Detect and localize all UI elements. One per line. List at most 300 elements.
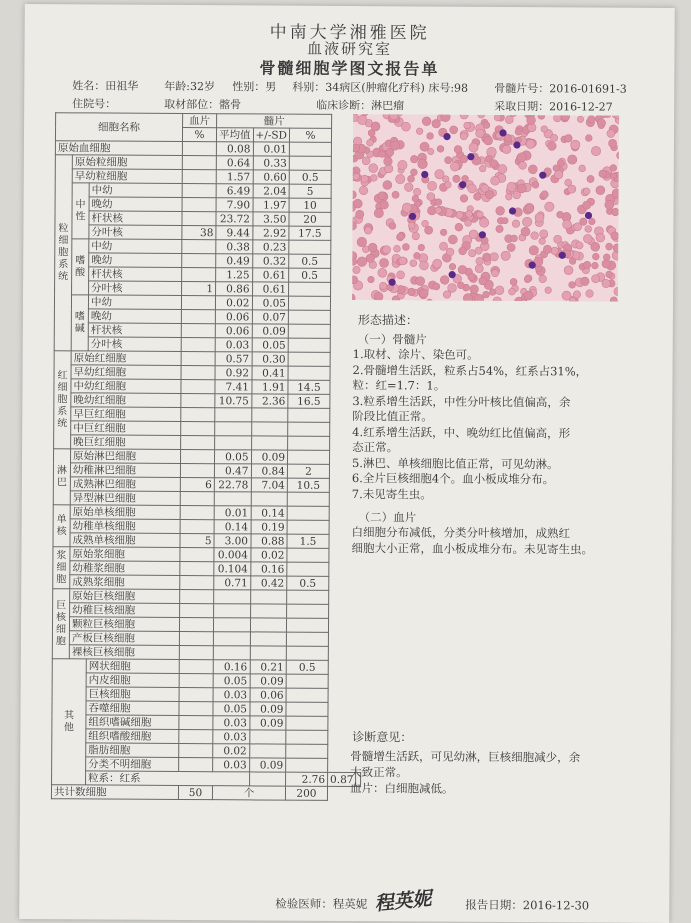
marrow-pct: 10 [289,198,331,212]
red-cell [445,157,452,164]
total-unit: 个 [212,786,285,800]
group-erythro: 红 细 胞 系 统 [54,351,72,449]
blood-pct [181,407,215,421]
red-cell [505,116,513,124]
marrow-pct [286,730,328,744]
cell-name: 分叶核 [89,225,182,240]
blood-pct [180,505,214,519]
nucleated-cell [479,231,486,238]
marrow-mean: 1.25 [216,268,253,282]
report-date: 报告日期：2016-12-30 [465,897,590,913]
marrow-description-line: 态正常。 [352,440,399,455]
red-cell [529,246,538,255]
blood-pct [180,491,214,505]
group-neutro: 中 性 [72,183,89,239]
diagnosis-heading: 诊断意见： [352,730,413,745]
red-cell [401,122,410,131]
group-mega: 巨 核 细 胞 [52,589,69,659]
red-cell [408,222,415,229]
red-cell [528,165,537,174]
hospital-name: 中南大学湘雅医院 [269,22,430,44]
marrow-sd: 2.04 [253,184,290,198]
red-cell [565,135,573,143]
cell-name: 幼稚浆细胞 [70,561,180,576]
marrow-pct [287,450,329,464]
blood-pct [182,183,216,197]
cell-name: 中幼 [89,239,182,254]
red-cell [440,229,447,236]
cell-name: 杆状核 [89,267,182,282]
red-cell [408,175,415,182]
group-lympho: 淋 巴 [53,449,70,505]
marrow-pct [286,646,328,660]
marrow-pct: 10.5 [287,478,329,492]
marrow-sd: 0.33 [253,156,290,170]
diagnosis-line: 大致正常。 [350,765,408,780]
cell-name: 吞噬细胞 [86,701,179,716]
marrow-pct [287,590,329,604]
red-cell [416,128,423,135]
red-cell [507,182,516,191]
red-cell [586,290,594,298]
red-cell [591,146,600,155]
marrow-pct [286,674,328,688]
marrow-sd: 0.07 [252,310,289,324]
blood-pct [179,687,213,701]
marrow-description-line: 5.淋巴、单核细胞比值正常，可见幼淋。 [351,455,559,471]
marrow-description-line: 1.取材、涂片、染色可。 [352,347,479,362]
red-cell [491,176,500,185]
red-cell [591,242,600,251]
red-cell [502,145,511,154]
ratio-mean: 2.76 [286,772,328,786]
red-cell [521,227,530,236]
cell-name: 成熟浆细胞 [70,575,180,590]
blood-pct [181,365,215,379]
red-cell [419,289,428,298]
marrow-pct [288,436,330,450]
marrow-pct [288,310,330,324]
marrow-pct [286,632,328,646]
marrow-sd [251,436,288,450]
nucleated-cell [421,171,428,178]
patient-sex: 性别：男 [232,80,277,94]
marrow-description-line: 3.粒系增生活跃，中性分叶核比值偏高，余 [352,393,571,409]
marrow-pct [289,142,331,156]
marrow-sd: 0.14 [251,506,288,520]
red-cell [507,243,515,251]
marrow-description-line: 阶段比值正常。 [352,409,433,424]
red-cell [585,135,592,142]
red-cell [419,261,428,270]
marrow-mean: 0.06 [215,310,252,324]
blood-pct [180,463,214,477]
cell-name: 裸核巨核细胞 [69,645,179,660]
red-cell [576,242,583,249]
marrow-pct: 5 [289,184,331,198]
marrow-sd [251,422,288,436]
blood-description-line: 白细胞分布减低，分类分叶核增加，成熟红 [351,525,571,541]
cell-name: 原始巨核细胞 [70,589,180,604]
red-cell [432,119,441,128]
cell-name: 早幼粒细胞 [72,169,182,184]
red-cell [427,193,435,201]
red-cell [596,186,605,195]
red-cell [483,291,490,298]
red-cell [435,170,444,179]
red-cell [404,183,413,192]
red-cell [380,201,388,209]
marrow-mean [215,436,252,450]
marrow-number: 骨髓片号：2016-01691-3 [494,81,627,96]
red-cell [397,233,404,240]
red-cell [439,242,447,250]
marrow-mean: 0.104 [214,562,251,576]
marrow-sd [250,590,287,604]
marrow-pct: 17.5 [289,226,331,240]
red-cell [445,181,452,188]
diagnosis-line: 骨髓增生活跃，可见幼淋，巨核细胞减少，余 [350,749,581,765]
red-cell [459,247,467,255]
marrow-pct [288,296,330,310]
ratio-blank [249,772,286,786]
red-cell [449,263,456,270]
marrow-sd: 0.21 [250,660,287,674]
red-cell [384,157,393,166]
nucleated-cell [499,129,506,136]
col-sd: +/-SD [253,128,290,142]
marrow-sd: 0.09 [251,450,288,464]
cell-name: 原始血细胞 [55,141,182,156]
marrow-mean: 23.72 [216,212,253,226]
marrow-sd [250,632,287,646]
blood-pct [179,729,213,743]
marrow-sd: 7.04 [251,478,288,492]
red-cell [541,191,548,198]
marrow-pct [288,366,330,380]
red-cell [496,225,503,232]
cell-name: 分叶核 [89,281,182,296]
marrow-mean: 0.92 [215,366,252,380]
marrow-sd: 0.23 [252,240,289,254]
nucleated-cell [539,172,546,179]
blood-pct [181,379,215,393]
table-header [56,113,365,129]
marrow-sd: 0.05 [252,296,289,310]
blood-pct [181,323,215,337]
red-cell [607,129,615,137]
cell-name: 原始浆细胞 [70,547,180,562]
marrow-description-line: 4.红系增生活跃，中、晚幼红比值偏高，形 [352,424,571,440]
collect-date: 采取日期：2016-12-27 [494,99,613,114]
cell-count-table [51,112,366,801]
red-cell [541,126,548,133]
red-cell [460,155,468,163]
red-cell [517,153,526,162]
red-cell [470,285,479,294]
red-cell [357,257,367,267]
blood-pct [181,421,215,435]
red-cell [579,165,586,172]
cell-name: 组织嗜碱细胞 [86,715,179,730]
blood-pct [182,197,216,211]
blood-pct: 6 [180,477,214,491]
blood-description-line: 细胞大小正常，血小板成堆分布。未见寄生虫。 [351,541,594,557]
cell-name: 分类不明细胞 [86,757,179,772]
marrow-pct [286,702,328,716]
blood-pct [180,519,214,533]
red-cell [524,291,533,300]
marrow-mean [213,646,250,660]
red-cell [574,223,582,231]
red-cell [454,145,462,153]
red-cell [583,188,590,195]
marrow-sd: 0.06 [250,688,287,702]
red-cell [368,276,375,283]
red-cell [563,220,572,229]
red-cell [369,164,378,173]
marrow-sd [251,492,288,506]
red-cell [538,114,545,119]
red-cell [378,151,385,158]
red-cell [390,141,399,150]
cell-name: 杆状核 [89,211,182,226]
red-cell [464,122,471,129]
marrow-sd: 0.02 [250,548,287,562]
marrow-pct [287,520,329,534]
cell-name: 颗粒巨核细胞 [69,617,179,632]
marrow-mean [214,604,251,618]
blood-pct [181,337,215,351]
red-cell [554,170,563,179]
cell-name: 早幼红细胞 [71,365,181,380]
red-cell [378,268,387,277]
marrow-mean: 0.49 [216,254,253,268]
total-row [51,785,360,801]
red-cell [539,238,546,245]
nucleated-cell [467,153,474,160]
red-cell [456,211,464,219]
marrow-mean: 3.00 [214,534,251,548]
col-cell-name: 细胞名称 [55,113,182,142]
marrow-pct: 0.5 [286,660,328,674]
marrow-pct: 0.5 [289,170,331,184]
red-cell [453,175,460,182]
red-cell [517,184,526,193]
blood-pct [179,631,213,645]
red-cell [610,165,617,172]
blood-pct [181,351,215,365]
marrow-mean [213,632,250,646]
blood-pct [179,673,213,687]
red-cell [441,114,451,122]
group-plasma: 浆 细 胞 [53,547,70,589]
red-cell [389,223,396,230]
red-cell [568,185,576,193]
red-cell [402,243,409,250]
red-cell [605,200,614,209]
red-cell [571,140,580,149]
marrow-sd: 0.84 [251,464,288,478]
red-cell [458,265,467,274]
red-cell [522,217,531,226]
cell-name: 原始淋巴细胞 [70,449,180,464]
marrow-pct: 0.5 [287,576,329,590]
red-cell [450,162,459,171]
red-cell [393,245,400,252]
marrow-sd: 1.91 [251,380,288,394]
red-cell [383,181,392,190]
marrow-mean [215,408,252,422]
red-cell [365,227,372,234]
red-cell [418,244,425,251]
nucleated-cell [585,212,592,219]
group-mono: 单 核 [53,505,70,547]
marrow-description-line: 粒：红=1.7：1。 [352,378,446,393]
red-cell [580,277,589,286]
cell-name: 杆状核 [88,323,181,338]
red-cell [548,142,557,151]
red-cell [352,258,357,265]
dept-bed: 科别：34病区(肿瘤化疗科) 床号:98 [292,80,469,95]
marrow-mean: 0.004 [214,548,251,562]
red-cell [378,192,386,200]
marrow-sd: 0.09 [250,674,287,688]
blood-pct [182,239,216,253]
cell-name: 内皮细胞 [86,673,179,688]
col-mean: 平均值 [216,128,253,142]
red-cell [494,114,501,121]
marrow-sd: 1.97 [253,198,290,212]
red-cell [475,129,484,138]
red-cell [510,278,517,285]
marrow-pct [287,506,329,520]
red-cell [359,186,368,195]
red-cell [531,232,539,240]
nucleated-cell [509,207,516,214]
red-cell [564,266,573,275]
marrow-pct [289,240,331,254]
red-cell [352,144,360,152]
total-label: 共计数细胞 [51,785,178,800]
red-cell [410,260,417,267]
blood-section-heading: （二）血片 [358,510,417,525]
marrow-description-line: 2.骨髓增生活跃，粒系占54%，红系占31%， [352,362,588,378]
cell-name: 成熟单核细胞 [70,533,180,548]
nucleated-cell [529,262,536,269]
marrow-pct [288,408,330,422]
red-cell [352,276,358,284]
red-cell [435,207,442,214]
nucleated-cell [443,133,450,140]
red-cell [602,279,610,287]
red-cell [525,204,533,212]
red-cell [554,235,562,243]
cell-name: 原始单核细胞 [70,505,180,520]
red-cell [460,133,467,140]
red-cell [425,226,433,234]
marrow-mean [214,590,251,604]
nucleated-cell [388,279,395,286]
red-cell [479,165,486,172]
marrow-mean: 0.08 [216,142,253,156]
red-cell [367,139,374,146]
red-cell [545,202,554,211]
marrow-sd [250,604,287,618]
group-baso: 嗜 碱 [71,295,88,351]
admission-number: 住院号： [72,97,117,111]
red-cell [475,264,483,272]
marrow-mean: 10.75 [215,394,252,408]
red-cell [368,243,377,252]
red-cell [465,220,472,227]
red-cell [592,275,600,283]
red-cell [553,165,559,171]
blood-pct [181,295,215,309]
blood-pct [182,155,216,169]
red-cell [573,291,581,299]
red-cell [491,270,498,277]
red-cell [539,275,547,283]
red-cell [379,282,386,289]
red-cell [583,261,590,268]
red-cell [358,115,367,124]
red-cell [420,142,429,151]
red-cell [469,230,478,239]
red-cell [465,210,472,217]
red-cell [612,208,620,216]
blood-pct [182,253,216,267]
doctor-signature: 程英妮 [373,887,433,916]
red-cell [362,157,370,165]
marrow-mean [215,422,252,436]
total-blood: 50 [178,785,212,799]
red-cell [527,116,536,125]
marrow-mean: 0.64 [216,156,253,170]
red-cell [353,266,360,273]
report-title: 骨髓细胞学图文报告单 [259,58,440,79]
red-cell [468,273,476,281]
patient-age: 年龄:32岁 [164,79,216,94]
marrow-pct: 2 [287,464,329,478]
red-cell [399,257,407,265]
cell-name: 晚巨红细胞 [71,435,181,450]
red-cell [583,201,591,209]
marrow-mean: 6.49 [216,184,253,198]
blood-pct [182,211,216,225]
red-cell [418,159,428,169]
red-cell [597,119,605,127]
red-cell [416,277,425,286]
marrow-mean: 0.38 [216,240,253,254]
marrow-pct [287,492,329,506]
marrow-pct: 1.5 [287,534,329,548]
red-cell [398,160,407,169]
marrow-pct [287,548,329,562]
blood-pct [180,449,214,463]
cell-name: 幼稚单核细胞 [70,519,180,534]
red-cell [532,181,539,188]
cell-name: 中幼红细胞 [71,379,181,394]
marrow-pct [288,338,330,352]
red-cell [587,175,594,182]
red-cell [474,294,483,301]
marrow-mean: 0.86 [216,282,253,296]
blood-pct [180,547,214,561]
cell-name: 晚幼红细胞 [71,393,181,408]
red-cell [577,116,583,122]
red-cell [392,191,399,198]
